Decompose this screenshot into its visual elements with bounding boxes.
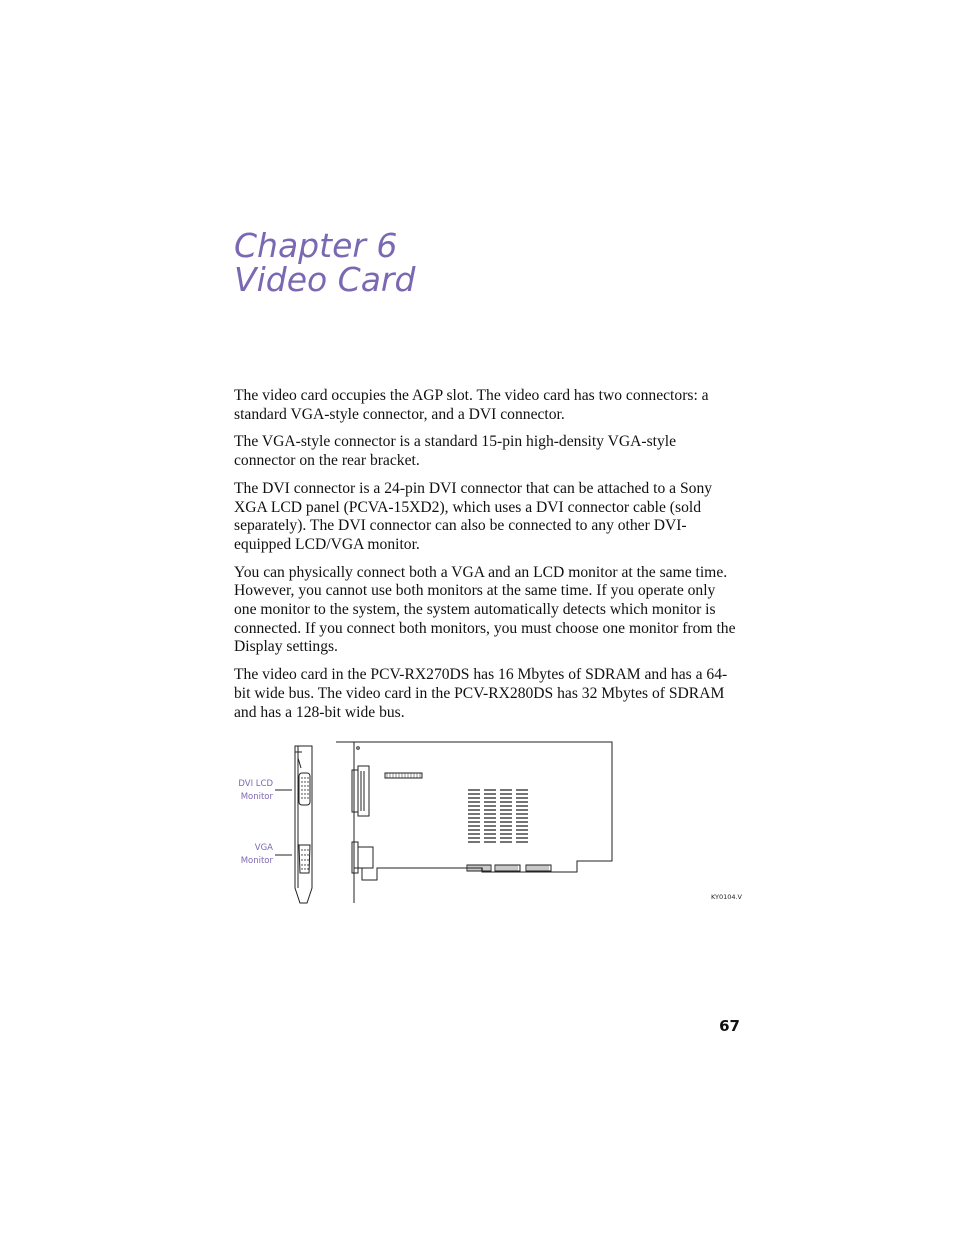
vga-monitor-label: VGA Monitor — [240, 843, 273, 866]
paragraph: The DVI connector is a 24-pin DVI connector that can be attached to a Sony XGA LCD panel (PCVA-15XD2), which uses a DVI connector cable (sold separately). The DVI connector can also be connected to any other DVI-equipped LCD/VGA monitor. — [234, 479, 713, 553]
dvi-lcd-monitor-label: DVI LCD Monitor — [238, 779, 273, 802]
paragraph: The VGA-style connector is a standard 15-pin high-density VGA-style connector on the rear bracket. — [234, 433, 677, 470]
video-card-illustration — [232, 738, 744, 908]
figure-id: KY0104.V — [710, 893, 742, 901]
chapter-name: Video Card — [234, 260, 416, 299]
rear-bracket — [275, 746, 312, 903]
page-number: 67 — [719, 1017, 740, 1035]
memory-chips — [468, 790, 528, 842]
chapter-title — [234, 226, 416, 299]
paragraph: You can physically connect both a VGA and an LCD monitor at the same time. However, you cannot use both monitors at the same time. If you operate only one monitor to the system, the system automatically detects which monitor is connected. If you connect both monitors, you must choose one monitor from the Display settings. — [234, 563, 736, 656]
paragraph: The video card occupies the AGP slot. The video card has two connectors: a standard VGA-style connector, and a DVI connector. — [234, 387, 709, 423]
video-card-figure — [232, 738, 744, 908]
body-text — [234, 387, 740, 731]
paragraph: The video card in the PCV-RX270DS has 16 Mbytes of SDRAM and has a 64-bit wide bus. The video card in the PCV-RX280DS has 32 Mbytes of SDRAM and has a 128-bit wide bus. — [234, 666, 728, 721]
chapter-number: Chapter 6 — [234, 226, 398, 265]
